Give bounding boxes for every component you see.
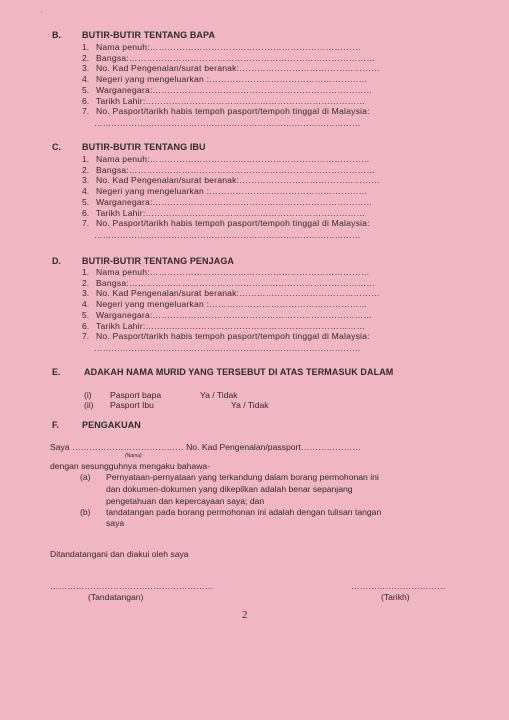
field-number: 6. bbox=[82, 95, 90, 106]
field-label: No. Kad Pengenalan/surat beranak:………………………………………… bbox=[96, 288, 380, 299]
field-number: 5. bbox=[82, 309, 90, 320]
clause-b-number: (b) bbox=[80, 507, 91, 517]
field-label: No. Pasport/tarikh habis tempoh pasport/tempoh tinggal di Malaysia: bbox=[96, 218, 370, 229]
field-row[interactable] bbox=[82, 85, 392, 95]
field-label: Nama penuh:………………………………………………………………… bbox=[96, 267, 370, 277]
field-label: Tarikh Lahir:………………………………………………………………… bbox=[96, 95, 366, 106]
field-row[interactable] bbox=[82, 74, 392, 84]
signed-statement: Ditandatangani dan diakui oleh saya bbox=[50, 549, 189, 559]
field-number: 2. bbox=[82, 164, 90, 175]
section-e-title: ADAKAH NAMA MURID YANG TERSEBUT DI ATAS TERMASUK DALAM bbox=[84, 367, 394, 377]
section-b-title: BUTIR-BUTIR TENTANG BAPA bbox=[82, 30, 216, 40]
field-row[interactable] bbox=[82, 175, 392, 185]
field-label: No. Kad Pengenalan/surat beranak:………………………………………… bbox=[96, 63, 380, 74]
clause-a-line: Pernyataan-pernyataan yang terkandung dalam borang permohonan ini bbox=[106, 472, 379, 482]
field-row[interactable] bbox=[82, 208, 392, 218]
field-label: Bangsa:………………………………………………………………………… bbox=[96, 52, 376, 63]
row-number: (i) bbox=[84, 390, 92, 400]
scan-mark: · bbox=[40, 8, 43, 17]
section-c-title: BUTIR-BUTIR TENTANG IBU bbox=[82, 142, 206, 152]
yes-no-choice[interactable]: Ya / Tidak bbox=[200, 390, 238, 400]
field-label: Bangsa:………………………………………………………………………… bbox=[96, 277, 376, 288]
field-number: 4. bbox=[82, 74, 90, 85]
field-label: Nama penuh:……………………………………………………………… bbox=[96, 42, 361, 52]
field-label: Warganegara:………………………………………………………………… bbox=[96, 309, 373, 320]
field-row[interactable] bbox=[82, 154, 392, 164]
clause-b-line: saya bbox=[106, 518, 125, 528]
field-label: No. Pasport/tarikh habis tempoh pasport/tempoh tinggal di Malaysia: bbox=[96, 331, 370, 342]
field-number: 1. bbox=[82, 42, 90, 52]
field-number: 3. bbox=[82, 63, 90, 74]
section-f-letter: F. bbox=[52, 420, 60, 430]
field-number: 7. bbox=[82, 218, 90, 229]
saya-line[interactable]: Saya ………………………………… No. Kad Pengenalan/passport………………… bbox=[50, 442, 361, 452]
field-row[interactable] bbox=[82, 96, 392, 106]
field-row[interactable] bbox=[82, 218, 392, 228]
field-number: 1. bbox=[82, 267, 90, 277]
field-label: Negeri yang mengeluarkan :……………………………………………… bbox=[96, 186, 368, 197]
field-label: Bangsa:………………………………………………………………………… bbox=[96, 164, 376, 175]
section-d-title: BUTIR-BUTIR TENTANG PENJAGA bbox=[82, 256, 235, 266]
field-label: Nama penuh:………………………………………………………………… bbox=[96, 154, 370, 164]
field-label: Warganegara:………………………………………………………………… bbox=[96, 196, 373, 207]
scan-mark: · bbox=[47, 30, 50, 39]
field-number: 4. bbox=[82, 186, 90, 197]
clause-a-line: dan dokumen-dokumen yang dikepilkan adalah benar sepanjang bbox=[106, 484, 353, 494]
passport-ibu-row bbox=[84, 400, 269, 410]
field-row[interactable] bbox=[82, 321, 392, 331]
page-number: 2 bbox=[242, 609, 248, 621]
field-label: Negeri yang mengeluarkan :……………………………………………… bbox=[96, 299, 368, 310]
passport-continuation-field[interactable]: ………………………………………………………………………………… bbox=[94, 229, 361, 240]
field-label: Tarikh Lahir:………………………………………………………………… bbox=[96, 320, 366, 331]
field-row[interactable] bbox=[82, 42, 392, 52]
field-label: No. Kad Pengenalan/surat beranak:………………………………………… bbox=[96, 175, 380, 186]
field-number: 4. bbox=[82, 299, 90, 310]
date-label: (Tarikh) bbox=[381, 592, 410, 602]
yes-no-choice[interactable]: Ya / Tidak bbox=[231, 400, 269, 410]
field-number: 6. bbox=[82, 320, 90, 331]
field-row[interactable] bbox=[82, 310, 392, 320]
field-row[interactable] bbox=[82, 331, 392, 341]
field-number: 7. bbox=[82, 106, 90, 117]
passport-bapa-row bbox=[84, 390, 238, 400]
field-label: No. Pasport/tarikh habis tempoh pasport/tempoh tinggal di Malaysia: bbox=[96, 106, 370, 117]
nama-note: (Nama) bbox=[125, 453, 142, 459]
field-number: 1. bbox=[82, 154, 90, 164]
field-row[interactable] bbox=[82, 106, 392, 116]
clause-a-number: (a) bbox=[80, 472, 91, 482]
field-row[interactable] bbox=[82, 197, 392, 207]
field-row[interactable] bbox=[82, 267, 392, 277]
field-row[interactable] bbox=[82, 299, 392, 309]
field-number: 5. bbox=[82, 84, 90, 95]
field-number: 2. bbox=[82, 52, 90, 63]
section-d-letter: D. bbox=[52, 256, 61, 266]
field-label: Warganegara:………………………………………………………………… bbox=[96, 84, 373, 95]
field-number: 7. bbox=[82, 331, 90, 342]
field-number: 6. bbox=[82, 207, 90, 218]
passport-continuation-field[interactable]: ………………………………………………………………………………… bbox=[94, 342, 361, 353]
clause-a-line: pengetahuan dan kepercayaan saya; dan bbox=[106, 496, 265, 506]
row-label: Pasport bapa bbox=[110, 390, 162, 400]
date-field[interactable]: …………………………… bbox=[351, 581, 446, 591]
field-number: 2. bbox=[82, 277, 90, 288]
field-label: Negeri yang mengeluarkan :……………………………………………… bbox=[96, 74, 368, 85]
section-e-letter: E. bbox=[52, 367, 61, 377]
field-row[interactable] bbox=[82, 288, 392, 298]
field-number: 5. bbox=[82, 196, 90, 207]
row-number: (ii) bbox=[84, 400, 94, 410]
field-row[interactable] bbox=[82, 186, 392, 196]
field-number: 3. bbox=[82, 288, 90, 299]
field-row[interactable] bbox=[82, 278, 392, 288]
clause-b-line: tandatangan pada borang permohonan ini adalah dengan tulisan tangan bbox=[106, 507, 382, 517]
signature-label: (Tandatangan) bbox=[88, 592, 144, 602]
signature-field[interactable]: ………………………………………………… bbox=[50, 581, 214, 591]
field-number: 3. bbox=[82, 175, 90, 186]
field-row[interactable] bbox=[82, 53, 392, 63]
section-b-letter: B. bbox=[52, 30, 61, 40]
section-f-title: PENGAKUAN bbox=[82, 420, 141, 430]
field-label: Tarikh Lahir:………………………………………………………………… bbox=[96, 207, 366, 218]
passport-continuation-field[interactable]: ………………………………………………………………………………… bbox=[94, 117, 361, 128]
row-label: Pasport Ibu bbox=[110, 400, 154, 410]
declaration-intro: dengan sesungguhnya mengaku bahawa- bbox=[50, 461, 211, 471]
field-row[interactable] bbox=[82, 165, 392, 175]
field-row[interactable] bbox=[82, 63, 392, 73]
section-c-letter: C. bbox=[52, 142, 61, 152]
